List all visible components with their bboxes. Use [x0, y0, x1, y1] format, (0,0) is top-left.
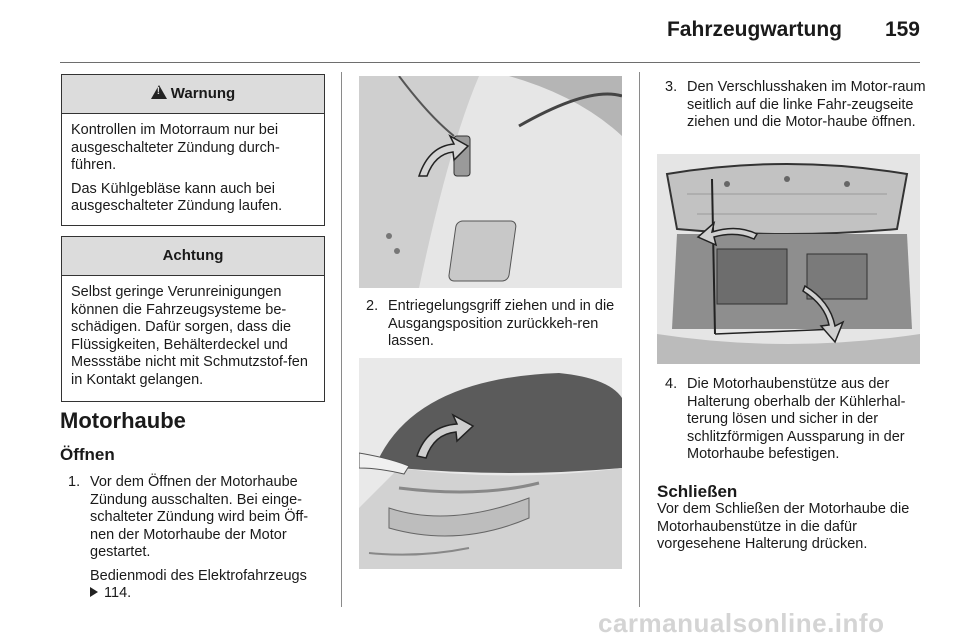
section-title: Motorhaube	[60, 408, 186, 433]
step-1-note-text: Bedienmodi des Elektrofahrzeugs	[90, 567, 307, 584]
hood-support-illustration	[657, 154, 920, 364]
step-1-number: 1.	[68, 474, 81, 490]
step-4-text: Die Motorhaubenstütze aus der Halterung oberhalb der Kühlerhal-terung lösen und sicher in der schlitzförmigen Aussparung in der Motorhaube befestigen.	[687, 376, 906, 462]
warning-box	[61, 74, 325, 226]
caution-box	[61, 236, 325, 402]
step-4-number: 4.	[665, 376, 678, 392]
warning-text-2: Das Kühlgebläse kann auch bei ausgeschalteter Zündung laufen.	[71, 180, 283, 214]
watermark: carmanualsonline.info	[598, 608, 885, 638]
release-lever-illustration	[359, 76, 622, 288]
step-1-text: Vor dem Öffnen der Motorhaube Zündung ausschalten. Bei einge-schalteter Zündung wird beim Öff-nen der Motorhaube der Motor gestartet.	[90, 474, 309, 560]
step-1-page-ref[interactable]: 114.	[104, 585, 132, 601]
caution-box-header: Achtung	[62, 237, 324, 276]
step-3-number: 3.	[665, 79, 678, 95]
step-3	[665, 79, 927, 132]
step-2	[366, 298, 628, 351]
warning-box-header	[62, 75, 324, 114]
open-heading: Öffnen	[60, 445, 115, 464]
hood-latch-drawing	[359, 358, 622, 569]
close-text: Vor dem Schließen der Motorhaube die Motorhaubenstütze in die dafür vorgesehene Halterung drücken.	[657, 501, 910, 552]
step-4	[665, 376, 927, 464]
page-number: 159	[884, 18, 920, 41]
step-1	[68, 474, 330, 603]
step-1-note	[90, 568, 330, 603]
hood-latch-illustration	[359, 358, 622, 569]
step-3-text: Den Verschlusshaken im Motor-raum seitlich auf die linke Fahr-zeugseite ziehen und die Motor-haube öffnen.	[687, 79, 926, 130]
step-2-number: 2.	[366, 298, 379, 314]
release-lever-drawing	[359, 76, 622, 288]
page-header-title: Fahrzeugwartung	[666, 18, 842, 41]
warning-heading: Warnung	[170, 85, 236, 102]
column-divider-right	[639, 72, 640, 607]
column-divider-left	[341, 72, 342, 607]
warning-text-1: Kontrollen im Motorraum nur bei ausgeschalteter Zündung durch-führen.	[71, 122, 280, 173]
warning-triangle-icon	[151, 85, 167, 99]
hood-support-drawing	[657, 154, 920, 364]
step-2-text: Entriegelungsgriff ziehen und in die Ausgangsposition zurückkeh-ren lassen.	[388, 298, 615, 349]
header-rule	[60, 62, 920, 63]
page-reference-arrow-icon	[90, 587, 98, 597]
caution-text: Selbst geringe Verunreinigungen können die Fahrzeugsysteme be-schädigen. Dafür sorgen, dass die Flüssigkeiten, Behälterdeckel und Messstäbe nicht mit Schmutzstof-fen in Kontakt gelangen.	[71, 284, 308, 388]
close-heading: Schließen	[657, 482, 738, 501]
